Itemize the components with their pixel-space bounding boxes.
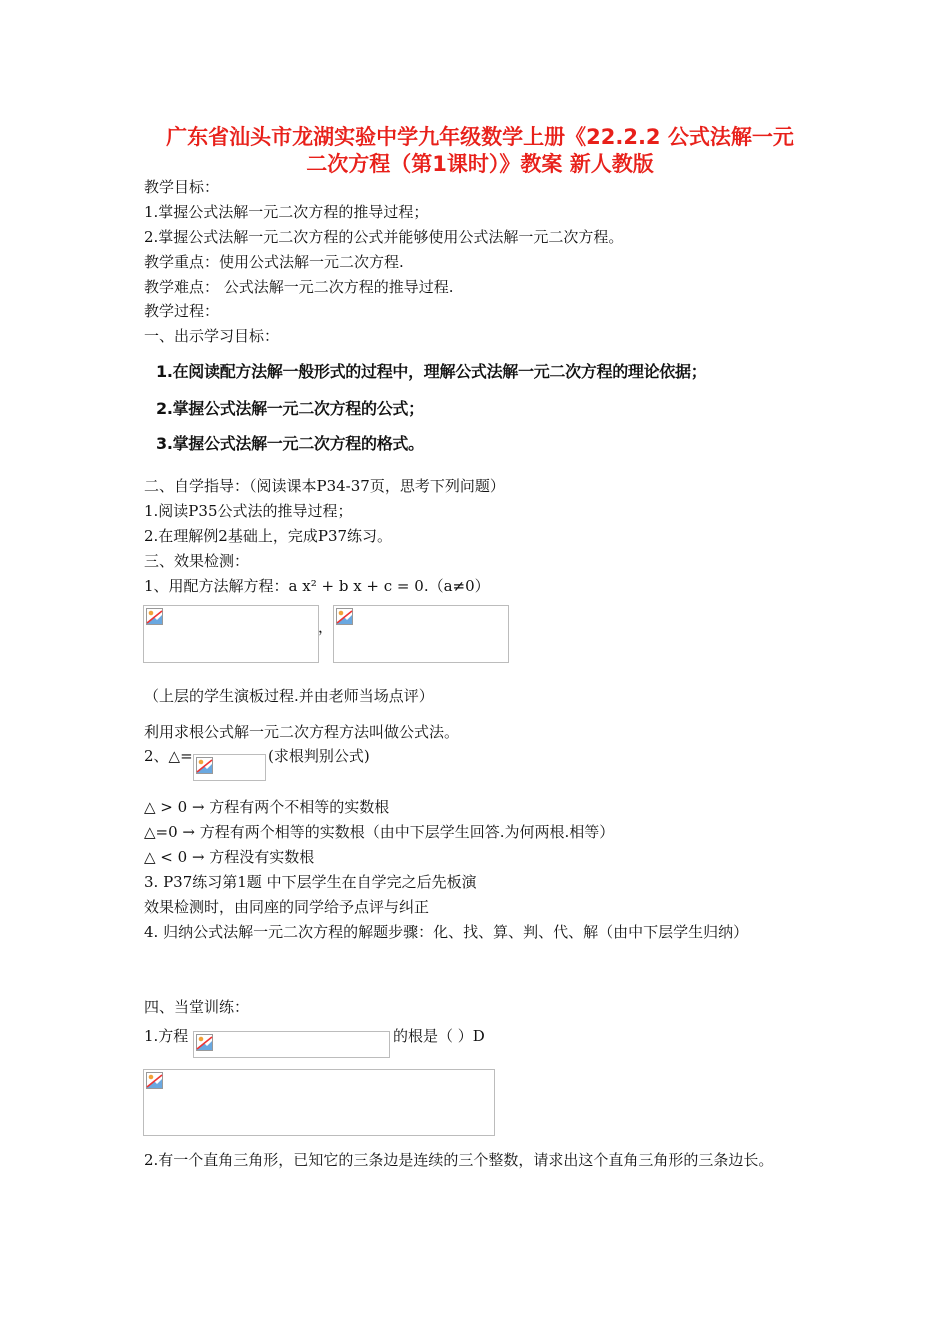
section-4-heading: 四、当堂训练： bbox=[144, 998, 250, 1016]
reading-2: 2.在理解例2基础上，完成P37练习。 bbox=[144, 527, 393, 545]
image-placeholder bbox=[143, 605, 319, 663]
question-3: 3. P37练习第1题 中下层学生在自学完之后先板演 bbox=[144, 873, 477, 891]
image-placeholder bbox=[193, 1031, 390, 1058]
practice-2: 2.有一个直角三角形，已知它的三条边是连续的三个整数，请求出这个直角三角形的三条边长。 bbox=[144, 1151, 774, 1169]
broken-image-icon bbox=[146, 1072, 163, 1089]
question-4: 4. 归纳公式法解一元二次方程的解题步骤：化、找、算、判、代、解（由中下层学生归纳） bbox=[144, 923, 749, 941]
question-2-prefix: 2、△= bbox=[144, 747, 193, 765]
broken-image-icon bbox=[196, 1034, 213, 1051]
key-point: 教学重点：使用公式法解一元二次方程. bbox=[144, 253, 404, 271]
broken-image-icon bbox=[146, 608, 163, 625]
discriminant-positive: △ > 0 → 方程有两个不相等的实数根 bbox=[144, 798, 390, 816]
title-line-1: 广东省汕头市龙湖实验中学九年级数学上册《22.2.2 公式法解一元 bbox=[166, 125, 794, 149]
question-1: 1、用配方法解方程：a x² + b x + c = 0.（a≠0） bbox=[144, 577, 490, 595]
difficult-point: 教学难点： 公式法解一元二次方程的推导过程. bbox=[144, 278, 454, 296]
process-heading: 教学过程： bbox=[144, 302, 220, 320]
section-2-heading: 二、自学指导：（阅读课本P34-37页，思考下列问题） bbox=[144, 477, 505, 495]
question-3-note: 效果检测时，由同座的同学给予点评与纠正 bbox=[144, 898, 430, 916]
broken-image-icon bbox=[196, 757, 213, 774]
section-3-heading: 三、效果检测： bbox=[144, 552, 250, 570]
objective-1: 1.在阅读配方法解一般形式的过程中，理解公式法解一元二次方程的理论依据； bbox=[156, 362, 707, 381]
teacher-note: （上层的学生演板过程.并由老师当场点评） bbox=[144, 687, 434, 705]
section-1-heading: 一、出示学习目标： bbox=[144, 327, 280, 345]
image-placeholder bbox=[193, 754, 266, 781]
discriminant-zero: △=0 → 方程有两个相等的实数根（由中下层学生回答.为何两根.相等） bbox=[144, 823, 615, 841]
title-line-2: 二次方程（第1课时）》教案 新人教版 bbox=[306, 152, 654, 176]
formula-definition: 利用求根公式解一元二次方程方法叫做公式法。 bbox=[144, 723, 460, 741]
practice-1-prefix: 1.方程 bbox=[144, 1027, 189, 1045]
objective-3: 3.掌握公式法解一元二次方程的格式。 bbox=[156, 434, 424, 453]
image-placeholder bbox=[333, 605, 509, 663]
practice-1-suffix: 的根是（ ）D bbox=[393, 1027, 485, 1045]
image-placeholder bbox=[143, 1069, 495, 1136]
goal-2: 2.掌握公式法解一元二次方程的公式并能够使用公式法解一元二次方程。 bbox=[144, 228, 624, 246]
question-2-suffix: (求根判别公式) bbox=[268, 747, 370, 765]
document-title bbox=[140, 124, 820, 178]
goals-heading: 教学目标： bbox=[144, 178, 220, 196]
objective-2: 2.掌握公式法解一元二次方程的公式； bbox=[156, 399, 424, 418]
reading-1: 1.阅读P35公式法的推导过程； bbox=[144, 502, 353, 520]
discriminant-negative: △ < 0 → 方程没有实数根 bbox=[144, 848, 315, 866]
broken-image-icon bbox=[336, 608, 353, 625]
goal-1: 1.掌握公式法解一元二次方程的推导过程； bbox=[144, 203, 429, 221]
comma: ， bbox=[318, 618, 334, 636]
